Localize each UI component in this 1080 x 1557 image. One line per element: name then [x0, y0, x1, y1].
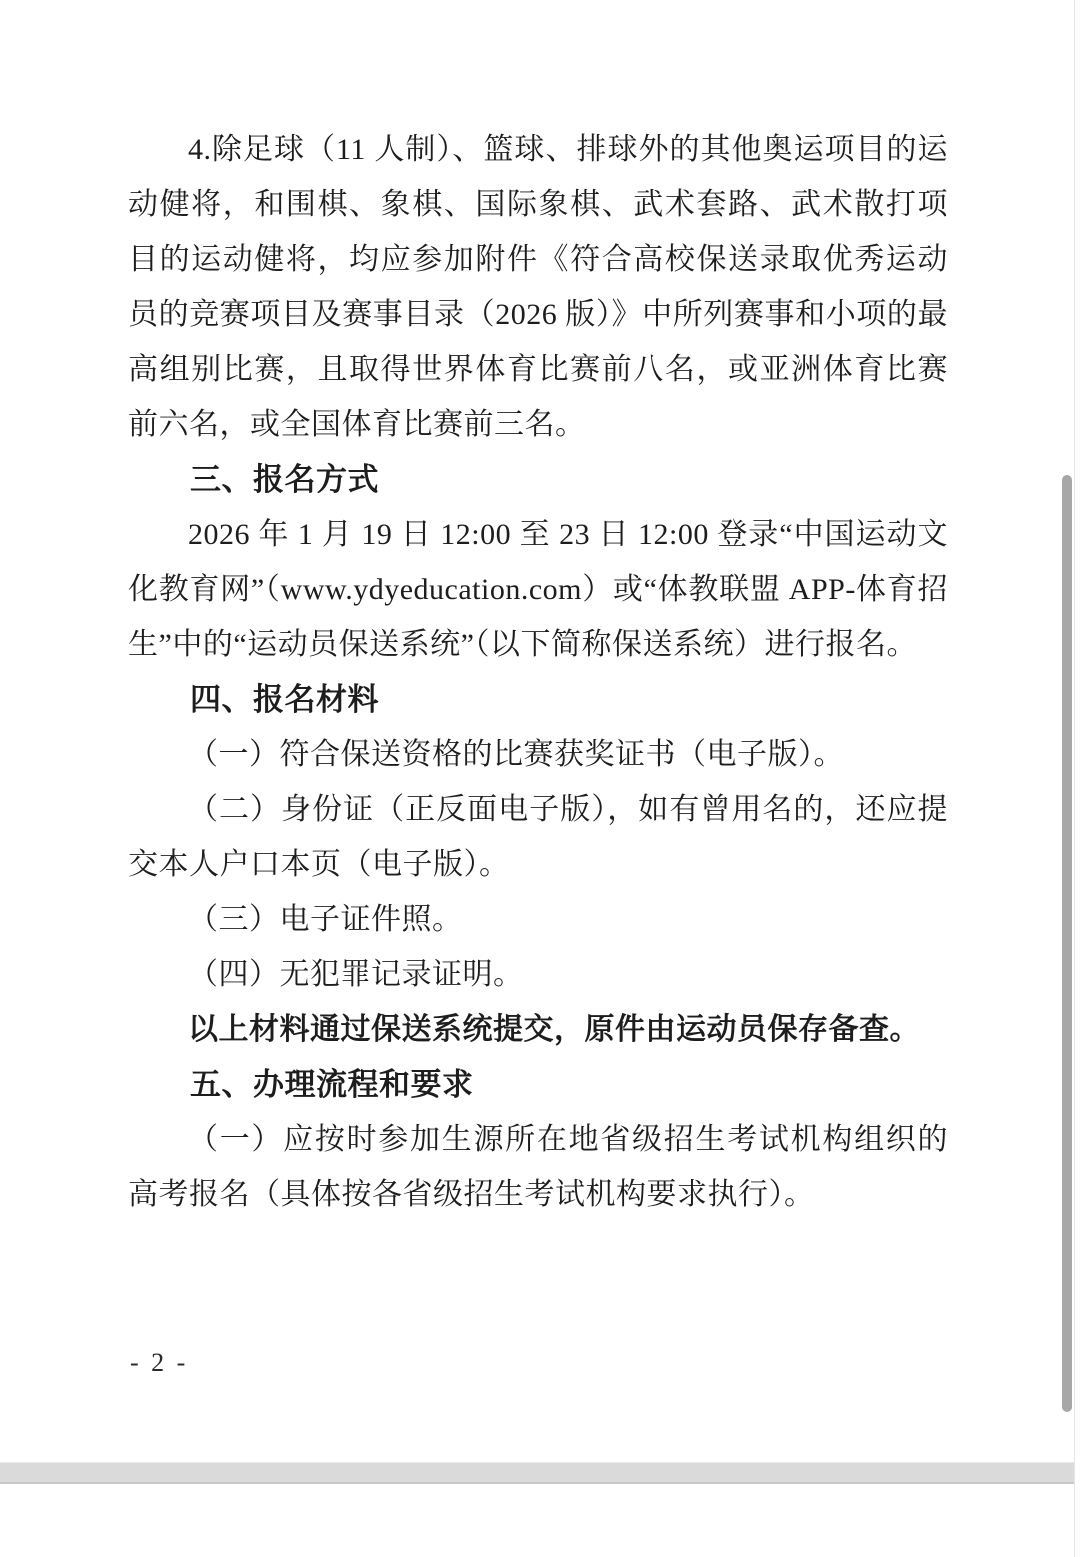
document-paragraph: （一）应按时参加生源所在地省级招生考试机构组织的高考报名（具体按各省级招生考试机构要求执行）。 [128, 1123, 948, 1211]
document-paragraph: （四）无犯罪记录证明。 [188, 958, 524, 991]
section-heading: 四、报名材料 [190, 682, 379, 717]
document-paragraph: （三）电子证件照。 [188, 903, 463, 936]
document-paragraph: 4.除足球（11 人制）、篮球、排球外的其他奥运项目的运动健将，和围棋、象棋、国际象棋、武术套路、武术散打项目的运动健将，均应参加附件《符合高校保送录取优秀运动员的竞赛项目及赛事目录（2026 版）》中所列赛事和小项的最高组别比赛，且取得世界体育比赛前八名，或亚洲体育比赛前六名，或全国体育比赛前三名。 [128, 133, 948, 441]
scrollbar-track[interactable] [1074, 0, 1080, 1557]
document-paragraph: （二）身份证（正反面电子版），如有曾用名的，还应提交本人户口本页（电子版）。 [128, 793, 948, 881]
document-paragraph: （一）符合保送资格的比赛获奖证书（电子版）。 [188, 738, 844, 771]
emphasis-paragraph: 以上材料通过保送系统提交，原件由运动员保存备查。 [188, 1013, 920, 1046]
scrollbar-thumb[interactable] [1062, 475, 1072, 1412]
section-heading: 五、办理流程和要求 [190, 1067, 474, 1102]
page-number: - 2 - [130, 1348, 189, 1377]
page-gap-separator [0, 1462, 1076, 1484]
document-body [128, 122, 948, 1222]
section-heading: 三、报名方式 [190, 462, 379, 497]
document-paragraph: 2026 年 1 月 19 日 12:00 至 23 日 12:00 登录“中国运动文化教育网”（www.ydyeducation.com）或“体教联盟 APP-体育招生”中的“运动员保送系统”（以下简称保送系统）进行报名。 [128, 518, 948, 661]
